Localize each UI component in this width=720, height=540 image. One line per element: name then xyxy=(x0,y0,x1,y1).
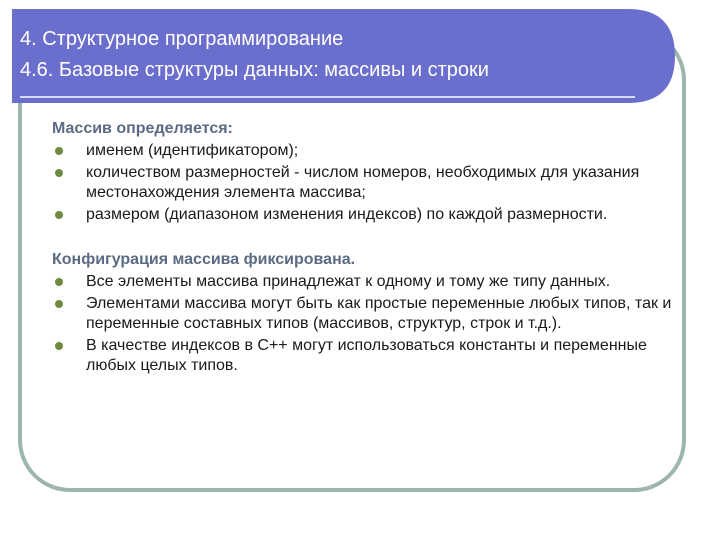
list-item-text: размером (диапазоном изменения индексов) по каждой размерности. xyxy=(86,206,608,223)
section2-list xyxy=(52,272,672,376)
bullet-icon xyxy=(55,342,63,350)
bullet-icon xyxy=(55,300,63,308)
list-item xyxy=(52,272,672,292)
title-line-2: 4.6. Базовые структуры данных: массивы и строки xyxy=(20,59,489,81)
title-line-1: 4. Структурное программирование xyxy=(20,28,344,50)
bullet-icon xyxy=(55,147,63,155)
list-item-text: Все элементы массива принадлежат к одному и тому же типу данных. xyxy=(86,273,611,290)
slide-title xyxy=(20,24,640,86)
list-item-text: именем (идентификатором); xyxy=(86,142,299,159)
bullet-icon xyxy=(55,169,63,177)
list-item-text: количеством размерностей - числом номеров, необходимых для указания местонахождения элемента массива; xyxy=(86,164,640,201)
slide-content xyxy=(52,119,672,378)
list-item xyxy=(52,336,672,376)
list-item xyxy=(52,205,672,225)
section1-heading: Массив определяется: xyxy=(52,120,233,137)
section2-heading: Конфигурация массива фиксирована. xyxy=(52,251,356,268)
list-item-text: В качестве индексов в С++ могут использоваться константы и переменные любых целых типов. xyxy=(86,337,647,374)
bullet-icon xyxy=(55,211,63,219)
bullet-icon xyxy=(55,278,63,286)
section1-list xyxy=(52,141,672,225)
list-item-text: Элементами массива могут быть как простые переменные любых типов, так и переменные составных типов (массивов, структур, строк и т.д.). xyxy=(86,295,672,332)
list-item xyxy=(52,141,672,161)
list-item xyxy=(52,294,672,334)
list-item xyxy=(52,163,672,203)
